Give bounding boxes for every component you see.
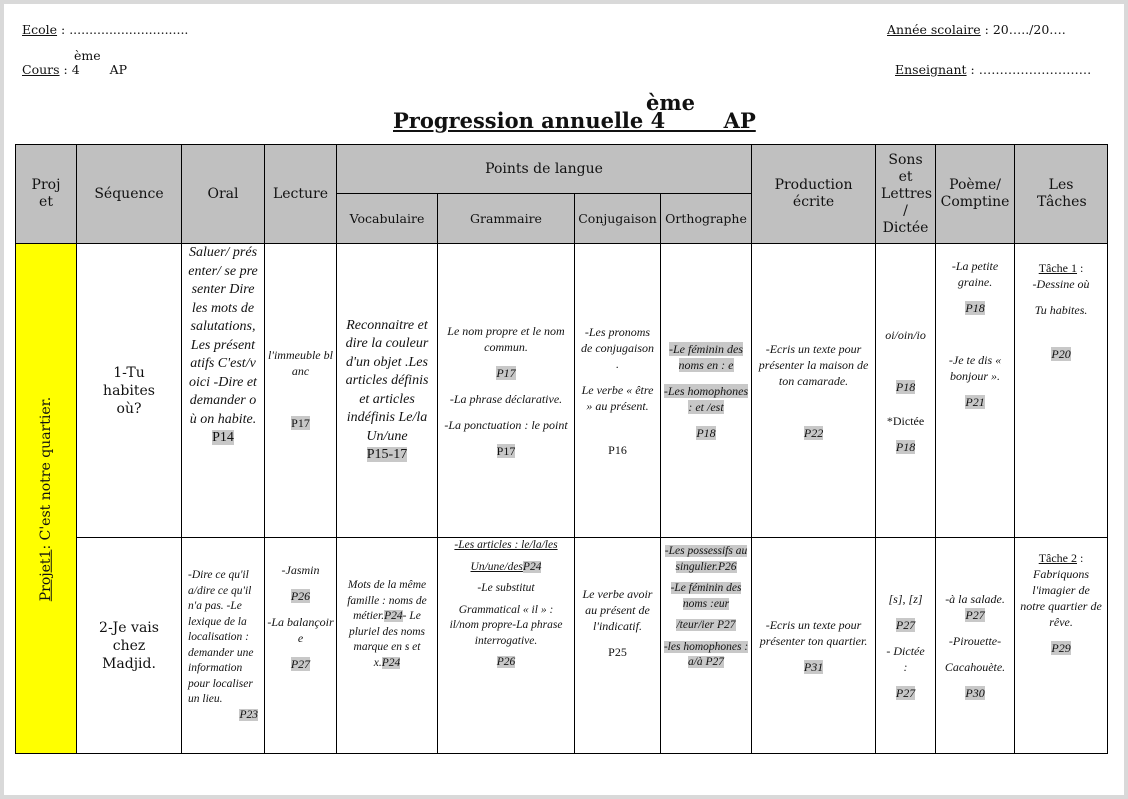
- enseignant-label: Enseignant: [895, 62, 967, 77]
- col-header-taches: Les Tâches: [1015, 145, 1108, 244]
- poeme-text: -Je te dis « bonjour ».: [948, 353, 1002, 383]
- enseignant-value: : ………………………: [966, 62, 1092, 77]
- enseignant-line: [895, 62, 1091, 77]
- cours-line: [22, 62, 127, 77]
- tache-text: Fabriquons l'imagier de notre quartier de rêve.: [1020, 567, 1102, 629]
- sons-text: oi/oin/io: [885, 327, 926, 342]
- poeme-text: -La petite graine.: [951, 259, 999, 289]
- grammaire-cell: [438, 244, 575, 538]
- grammaire-text: Grammatical « il » : il/nom propre-La phrase interrogative.: [449, 603, 563, 647]
- tache-text: Tu habites.: [1034, 303, 1088, 317]
- production-cell: [752, 538, 876, 754]
- annee-label: Année scolaire: [887, 22, 981, 37]
- sequence-cell: [77, 538, 182, 754]
- progression-table: [15, 144, 1108, 754]
- page-ref: P21: [965, 395, 985, 409]
- col-header-oral: Oral: [182, 145, 265, 244]
- page-ref: P25: [608, 645, 627, 659]
- lecture-cell: [265, 244, 337, 538]
- project-label: Projet1: [37, 549, 54, 601]
- vocabulaire-cell: [337, 244, 438, 538]
- grammaire-text: -Les articles : le/la/les: [454, 539, 558, 551]
- orthographe-text: -les homophones : a/à P27: [663, 640, 749, 668]
- page-ref: P23: [239, 708, 258, 721]
- oral-cell: [182, 244, 265, 538]
- page-ref: P30: [965, 685, 985, 700]
- conjugaison-text: Le verbe avoir au présent de l'indicatif.: [582, 587, 653, 633]
- conjugaison-text: -Les pronoms de conjugaison .: [581, 324, 654, 371]
- table-row: [16, 244, 1108, 538]
- col-header-production-ecrite: Production écrite: [752, 145, 876, 244]
- production-cell: [752, 244, 876, 538]
- page-ref: P27: [895, 685, 916, 700]
- poeme-text: Cacahouète.: [944, 659, 1006, 674]
- page-ref: P18: [895, 379, 916, 394]
- project-cell: [16, 244, 77, 754]
- page-ref: P18: [895, 439, 916, 454]
- tache-label: Tâche 2: [1038, 551, 1078, 565]
- dictee-text: *Dictée: [886, 413, 925, 428]
- orthographe-text: -Les possessifs au singulier.P26: [664, 545, 748, 573]
- cours-label: Cours: [22, 62, 60, 77]
- page-ref: P24: [381, 656, 401, 669]
- document-page: [4, 4, 1124, 795]
- page-ref: P29: [1051, 641, 1071, 655]
- vocabulaire-text: Reconnaitre et dire la couleur d'un objet .Les articles définis et articles indéfinis Le/la Un/une: [345, 317, 429, 444]
- poeme-cell: [936, 538, 1015, 754]
- annee-line: [887, 22, 1066, 37]
- grammaire-text: -La phrase déclarative.: [449, 391, 563, 406]
- page-ref: P31: [803, 659, 824, 674]
- project-name: : C'est notre quartier.: [37, 396, 54, 550]
- page-ref: P26: [496, 656, 516, 668]
- page-ref: P22: [803, 425, 824, 440]
- grammaire-text: Le nom propre et le nom commun.: [447, 323, 565, 354]
- page-ref: P17: [496, 365, 516, 380]
- tache-cell: Tâche 1 : -Dessine où Tu habites. P20: [1015, 244, 1108, 538]
- project-title: [37, 396, 56, 601]
- cours-superscript: ème: [74, 48, 101, 63]
- cours-level: AP: [109, 62, 128, 77]
- col-header-grammaire: Grammaire: [438, 194, 575, 244]
- grammaire-text: -La ponctuation : le point: [444, 417, 568, 432]
- poeme-text: -Pirouette-: [948, 633, 1002, 648]
- vocabulaire-text: - Le pluriel des noms marque en s et x.: [348, 610, 426, 669]
- sequence-cell: [77, 244, 182, 538]
- col-header-sequence: Séquence: [77, 145, 182, 244]
- page-ref: P15-17: [366, 447, 408, 462]
- production-text: -Ecris un texte pour présenter ton quartier.: [759, 617, 868, 648]
- sons-text: [s], [z]: [888, 591, 923, 606]
- page-ref: P24: [384, 610, 403, 622]
- sons-cell: [876, 244, 936, 538]
- page-ref: P27: [290, 657, 311, 671]
- lecture-text: l'immeuble blanc: [268, 348, 333, 379]
- sons-cell: [876, 538, 936, 754]
- vocabulaire-text: Mots de la même famille : noms de métier.: [347, 579, 427, 622]
- col-header-lecture: Lecture: [265, 145, 337, 244]
- title-superscript: ème: [646, 90, 695, 115]
- annee-value: : 20…../20….: [980, 22, 1066, 37]
- ecole-value: : ..............................: [57, 22, 189, 37]
- page-ref: P17: [496, 443, 516, 458]
- page-ref: P17: [291, 416, 310, 431]
- ecole-line: [22, 22, 188, 37]
- grammaire-text: Un/une/des: [470, 560, 523, 573]
- poeme-cell: [936, 244, 1015, 538]
- conjugaison-cell: [575, 244, 661, 538]
- page-title: Progression annuelle 4 AP: [393, 108, 756, 133]
- oral-cell: [182, 538, 265, 754]
- col-header-poeme: Poème/ Comptine: [936, 145, 1015, 244]
- oral-text: Saluer/ présenter/ se presenter Dire les mots de salutations, Les présentatifs C'est/voici -Dire et demander où on habite.: [188, 245, 258, 427]
- col-header-conjugaison: Conjugaison: [575, 194, 661, 244]
- page-ref: P27: [965, 607, 985, 622]
- lecture-text: -La balançoire: [267, 615, 334, 645]
- grammaire-text: -Le substitut: [477, 582, 535, 594]
- page-ref: P18: [696, 425, 716, 440]
- poeme-text: -à la salade.: [945, 591, 1005, 606]
- dictee-text: - Dictée :: [886, 643, 925, 674]
- lecture-cell: [265, 538, 337, 754]
- tache-cell: Tâche 2 : Fabriquons l'imagier de notre quartier de rêve. P29: [1015, 538, 1108, 754]
- orthographe-text: /teur/ier P27: [676, 619, 736, 631]
- ecole-label: Ecole: [22, 22, 58, 37]
- page-ref: P24: [522, 560, 542, 573]
- oral-text: -Dire ce qu'il a/dire ce qu'il n'a pas. -Le lexique de la localisation : demander une information pour localiser un lieu.: [188, 569, 254, 705]
- page-ref: P18: [965, 301, 985, 315]
- conjugaison-text: Le verbe « être » au présent.: [581, 382, 654, 413]
- sequence-title: 1-Tu habites où?: [103, 364, 155, 417]
- col-header-projet: Proj et: [16, 145, 77, 244]
- col-header-points-de-langue: Points de langue: [337, 145, 752, 194]
- lecture-text: -Jasmin: [281, 563, 320, 577]
- grammaire-cell: [438, 538, 575, 754]
- table-row: [16, 538, 1108, 754]
- orthographe-text: -Le féminin des noms en : e: [669, 341, 744, 372]
- conjugaison-cell: [575, 538, 661, 754]
- page-ref: P14: [212, 430, 234, 445]
- col-header-vocabulaire: Vocabulaire: [337, 194, 438, 244]
- tache-label: Tâche 1: [1038, 261, 1078, 275]
- orthographe-text: -Le féminin des noms :eur: [670, 582, 742, 610]
- page-ref: P26: [290, 589, 311, 603]
- cours-value: : 4: [59, 62, 80, 77]
- vocabulaire-cell: [337, 538, 438, 754]
- page-ref: P20: [1051, 347, 1071, 361]
- orthographe-cell: [661, 538, 752, 754]
- page-ref: P16: [608, 442, 627, 457]
- production-text: -Ecris un texte pour présenter la maison de ton camarade.: [758, 341, 869, 388]
- header-row-1: [16, 145, 1108, 194]
- col-header-orthographe: Orthographe: [661, 194, 752, 244]
- orthographe-cell: [661, 244, 752, 538]
- tache-text: -Dessine où: [1032, 277, 1090, 291]
- orthographe-text: -Les homophones : et /est: [663, 383, 749, 414]
- col-header-sons-lettres: Sons et Lettres / Dictée: [876, 145, 936, 244]
- sequence-title: 2-Je vais chez Madjid.: [99, 619, 159, 672]
- page-ref: P27: [895, 617, 916, 632]
